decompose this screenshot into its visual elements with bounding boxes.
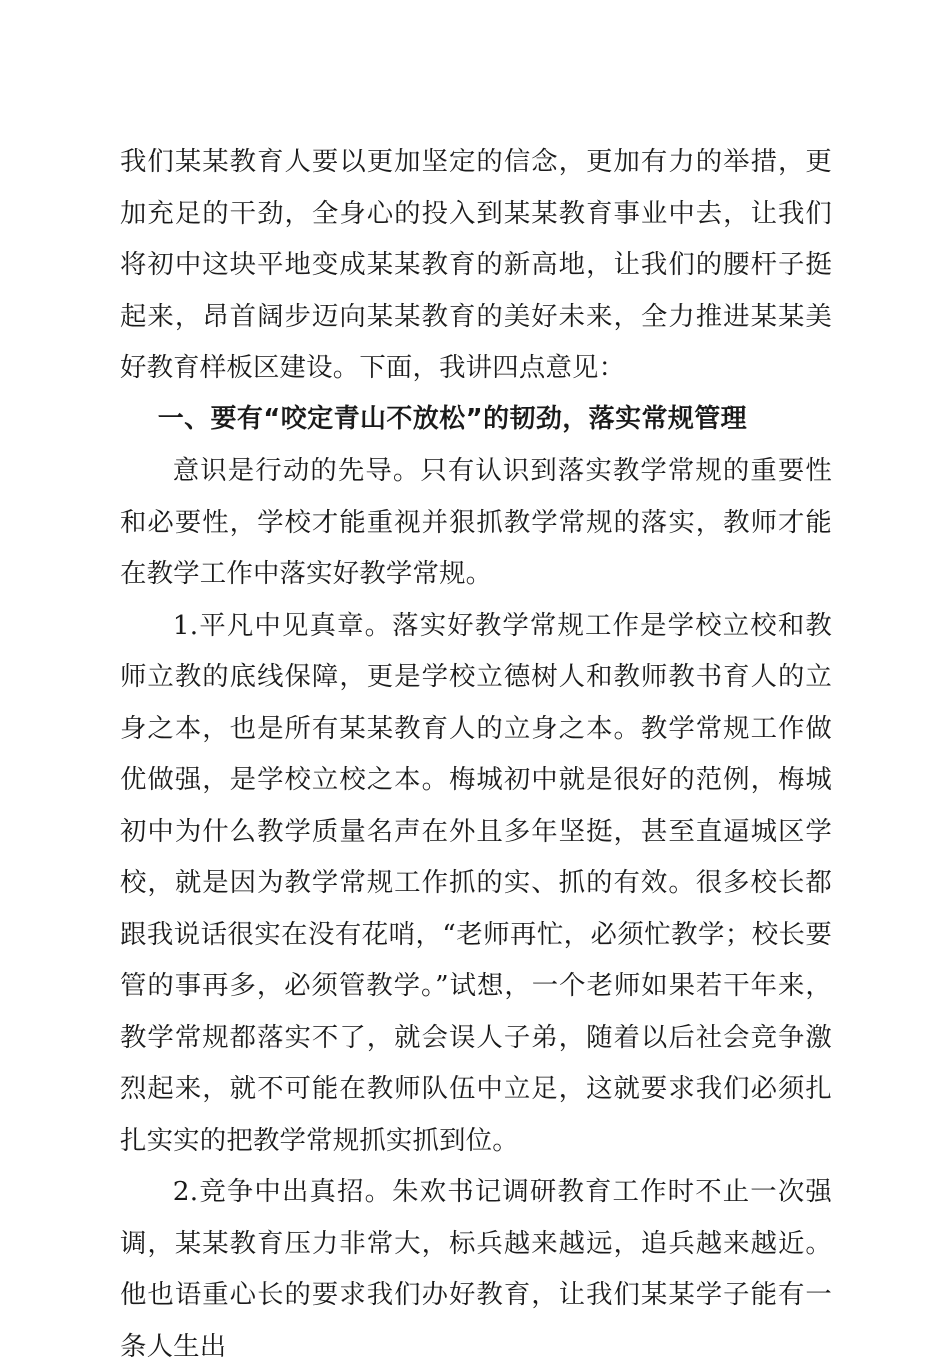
intro-paragraph: 我们某某教育人要以更加坚定的信念，更加有力的举措，更加充足的干劲，全身心的投入到某某教育事业中去，让我们将初中这块平地变成某某教育的新高地，让我们的腰杆子挺起来，昂首阔步迈向某某教育的美好未来，全力推进某某美好教育样板区建设。下面，我讲四点意见： xyxy=(120,146,832,383)
section-1-intro-paragraph: 意识是行动的先导。只有认识到落实教学常规的重要性和必要性，学校才能重视并狠抓教学常规的落实，教师才能在教学工作中落实好教学常规。 xyxy=(120,455,832,589)
point-2-paragraph: 2.竞争中出真招。朱欢书记调研教育工作时不止一次强调，某某教育压力非常大，标兵越来越远，追兵越来越近。他也语重心长的要求我们办好教育，让我们某某学子能有一条人生出 xyxy=(120,1176,832,1362)
document-body xyxy=(120,136,832,1372)
section-heading-1: 一、要有“咬定青山不放松”的韧劲，落实常规管理 xyxy=(157,403,748,434)
point-1-paragraph: 1.平凡中见真章。落实好教学常规工作是学校立校和教师立教的底线保障，更是学校立德树人和教师教书育人的立身之本，也是所有某某教育人的立身之本。教学常规工作做优做强，是学校立校之本。梅城初中就是很好的范例，梅城初中为什么教学质量名声在外且多年坚挺，甚至直逼城区学校，就是因为教学常规工作抓的实、抓的有效。很多校长都跟我说话很实在没有花哨，“老师再忙，必须忙教学；校长要管的事再多，必须管教学。”试想，一个老师如果若干年来，教学常规都落实不了，就会误人子弟，随着以后社会竞争激烈起来，就不可能在教师队伍中立足，这就要求我们必须扎扎实实的把教学常规抓实抓到位。 xyxy=(120,609,832,1156)
